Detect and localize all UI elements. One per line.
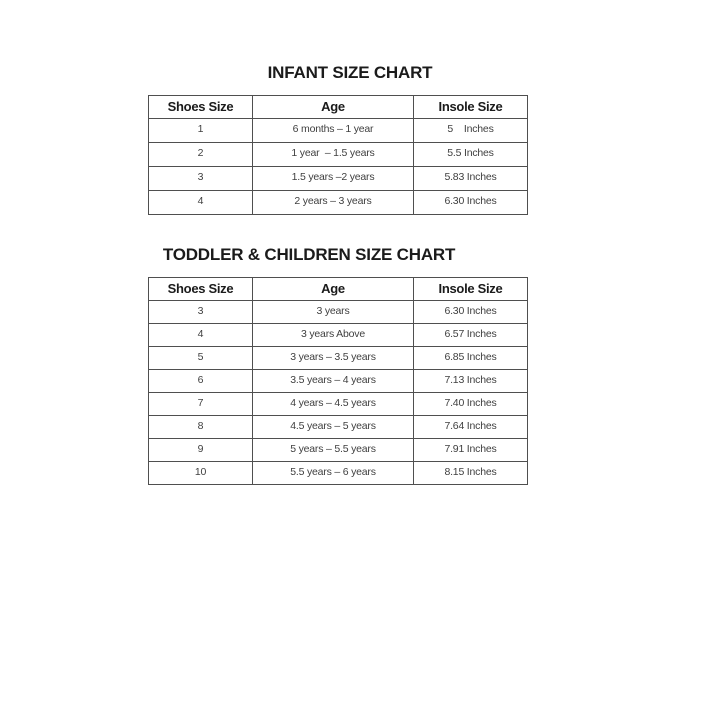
table-header-row: [149, 96, 528, 119]
table-row: [149, 191, 528, 215]
table-row: [149, 370, 528, 393]
table-row: [149, 462, 528, 485]
table-row: [149, 347, 528, 370]
cell-insole-size: 7.40 Inches: [414, 393, 528, 416]
table-row: [149, 143, 528, 167]
table-row: [149, 324, 528, 347]
table-row: [149, 439, 528, 462]
cell-shoes-size: 5: [149, 347, 253, 370]
column-header-shoes-size: Shoes Size: [149, 278, 253, 301]
cell-shoes-size: 1: [149, 119, 253, 143]
cell-shoes-size: 4: [149, 191, 253, 215]
cell-insole-size: 7.64 Inches: [414, 416, 528, 439]
cell-shoes-size: 7: [149, 393, 253, 416]
cell-age: 4 years – 4.5 years: [253, 393, 414, 416]
cell-age: 5.5 years – 6 years: [253, 462, 414, 485]
cell-insole-size: 6.30 Inches: [414, 301, 528, 324]
cell-insole-size: 5.83 Inches: [414, 167, 528, 191]
cell-shoes-size: 9: [149, 439, 253, 462]
column-header-age: Age: [253, 96, 414, 119]
cell-insole-size: 7.91 Inches: [414, 439, 528, 462]
cell-age: 2 years – 3 years: [253, 191, 414, 215]
cell-age: 1.5 years –2 years: [253, 167, 414, 191]
cell-shoes-size: 3: [149, 301, 253, 324]
column-header-insole-size: Insole Size: [414, 278, 528, 301]
cell-age: 3.5 years – 4 years: [253, 370, 414, 393]
cell-age: 3 years: [253, 301, 414, 324]
table-row: [149, 119, 528, 143]
cell-shoes-size: 3: [149, 167, 253, 191]
cell-age: 1 year – 1.5 years: [253, 143, 414, 167]
cell-insole-size: 7.13 Inches: [414, 370, 528, 393]
cell-insole-size: 6.57 Inches: [414, 324, 528, 347]
cell-shoes-size: 8: [149, 416, 253, 439]
cell-shoes-size: 4: [149, 324, 253, 347]
cell-shoes-size: 10: [149, 462, 253, 485]
table-row: [149, 393, 528, 416]
table-header-row: [149, 278, 528, 301]
cell-age: 3 years Above: [253, 324, 414, 347]
column-header-insole-size: Insole Size: [414, 96, 528, 119]
cell-insole-size: 5.5 Inches: [414, 143, 528, 167]
table-row: [149, 416, 528, 439]
cell-age: 5 years – 5.5 years: [253, 439, 414, 462]
cell-age: 3 years – 3.5 years: [253, 347, 414, 370]
cell-insole-size: 5 Inches: [414, 119, 528, 143]
column-header-age: Age: [253, 278, 414, 301]
table-row: [149, 301, 528, 324]
cell-insole-size: 8.15 Inches: [414, 462, 528, 485]
cell-shoes-size: 6: [149, 370, 253, 393]
toddler-children-size-table: [148, 277, 528, 485]
cell-insole-size: 6.30 Inches: [414, 191, 528, 215]
infant-size-table: [148, 95, 528, 215]
table-row: [149, 167, 528, 191]
infant-size-chart-title: INFANT SIZE CHART: [267, 63, 433, 82]
cell-shoes-size: 2: [149, 143, 253, 167]
toddler-children-size-chart-title: TODDLER & CHILDREN SIZE CHART: [162, 245, 456, 264]
column-header-shoes-size: Shoes Size: [149, 96, 253, 119]
cell-age: 6 months – 1 year: [253, 119, 414, 143]
cell-age: 4.5 years – 5 years: [253, 416, 414, 439]
cell-insole-size: 6.85 Inches: [414, 347, 528, 370]
